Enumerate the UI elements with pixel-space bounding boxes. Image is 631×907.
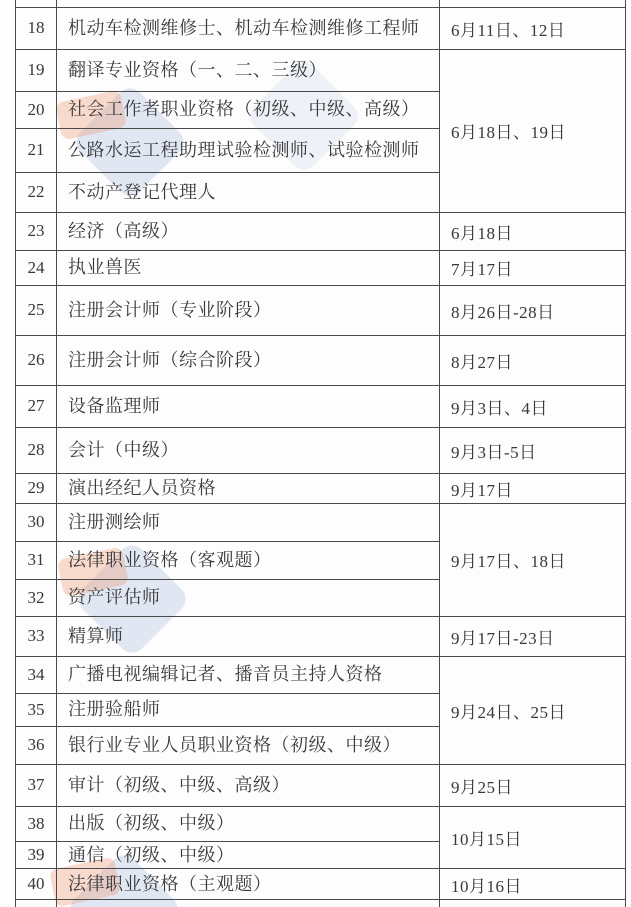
row-number-cell: 26 [16,335,57,385]
exam-name-cell: 资产评估师 [57,579,440,616]
exam-date-cell [440,0,626,7]
exam-name-cell: 机动车检测维修士、机动车检测维修工程师 [57,7,440,49]
row-number-cell: 29 [16,473,57,503]
clipped-row-bottom [16,900,626,907]
table-row [16,616,626,656]
table-row [16,503,626,541]
row-number-cell: 39 [16,841,57,869]
row-number-cell: 24 [16,250,57,285]
exam-date-cell: 9月3日-5日 [440,427,626,473]
exam-date-cell: 8月26日-28日 [440,285,626,335]
row-number-cell: 20 [16,91,57,128]
exam-name-cell: 执业兽医 [57,250,440,285]
row-number-cell: 35 [16,693,57,726]
row-number-cell: 32 [16,579,57,616]
clipped-row-top [16,0,626,7]
row-number-cell: 22 [16,172,57,212]
exam-name-cell: 公路水运工程助理试验检测师、试验检测师 [57,128,440,172]
table-row [16,764,626,806]
table-row [16,427,626,473]
exam-date-cell: 9月24日、25日 [440,656,626,764]
exam-date-cell: 10月16日 [440,869,626,900]
row-number-cell: 27 [16,385,57,427]
row-number-cell: 28 [16,427,57,473]
row-number-cell: 23 [16,212,57,250]
table-body [16,0,626,907]
exam-date-cell: 9月3日、4日 [440,385,626,427]
row-number-cell: 40 [16,869,57,900]
row-number-cell [16,0,57,7]
table-row [16,335,626,385]
exam-name-cell: 精算师 [57,616,440,656]
exam-name-cell: 注册验船师 [57,693,440,726]
exam-name-cell: 会计（中级） [57,427,440,473]
exam-date-cell: 9月17日-23日 [440,616,626,656]
row-number-cell: 21 [16,128,57,172]
table-row [16,806,626,841]
row-number-cell: 33 [16,616,57,656]
row-number-cell: 19 [16,49,57,91]
exam-name-cell: 注册会计师（综合阶段） [57,335,440,385]
row-number-cell: 18 [16,7,57,49]
row-number-cell: 25 [16,285,57,335]
row-number-cell: 38 [16,806,57,841]
exam-date-cell: 6月11日、12日 [440,7,626,49]
row-number-cell: 37 [16,764,57,806]
exam-date-cell [440,900,626,907]
exam-name-cell: 设备监理师 [57,385,440,427]
table-row [16,869,626,900]
exam-name-cell: 注册会计师（专业阶段） [57,285,440,335]
row-number-cell [16,900,57,907]
exam-name-cell: 审计（初级、中级、高级） [57,764,440,806]
exam-schedule-table [15,0,626,907]
exam-name-cell: 法律职业资格（客观题） [57,541,440,579]
exam-name-cell: 经济（高级） [57,212,440,250]
row-number-cell: 30 [16,503,57,541]
exam-date-cell: 9月17日 [440,473,626,503]
exam-date-cell: 9月25日 [440,764,626,806]
exam-name-cell: 演出经纪人员资格 [57,473,440,503]
table-row [16,250,626,285]
exam-date-cell: 7月17日 [440,250,626,285]
exam-name-cell: 银行业专业人员职业资格（初级、中级） [57,726,440,764]
row-number-cell: 31 [16,541,57,579]
exam-name-cell [57,0,440,7]
exam-date-cell: 9月17日、18日 [440,503,626,616]
table-row [16,285,626,335]
table-row [16,385,626,427]
table-row [16,656,626,693]
table-row [16,49,626,91]
exam-name-cell: 通信（初级、中级） [57,841,440,869]
exam-name-cell: 出版（初级、中级） [57,806,440,841]
exam-name-cell: 广播电视编辑记者、播音员主持人资格 [57,656,440,693]
exam-name-cell: 不动产登记代理人 [57,172,440,212]
table-row [16,473,626,503]
row-number-cell: 36 [16,726,57,764]
exam-name-cell [57,900,440,907]
exam-name-cell: 法律职业资格（主观题） [57,869,440,900]
exam-date-cell: 10月15日 [440,806,626,869]
table-row [16,212,626,250]
exam-date-cell: 8月27日 [440,335,626,385]
table-row [16,7,626,49]
exam-date-cell: 6月18日 [440,212,626,250]
exam-name-cell: 社会工作者职业资格（初级、中级、高级） [57,91,440,128]
exam-name-cell: 翻译专业资格（一、二、三级） [57,49,440,91]
exam-name-cell: 注册测绘师 [57,503,440,541]
row-number-cell: 34 [16,656,57,693]
exam-date-cell: 6月18日、19日 [440,49,626,212]
